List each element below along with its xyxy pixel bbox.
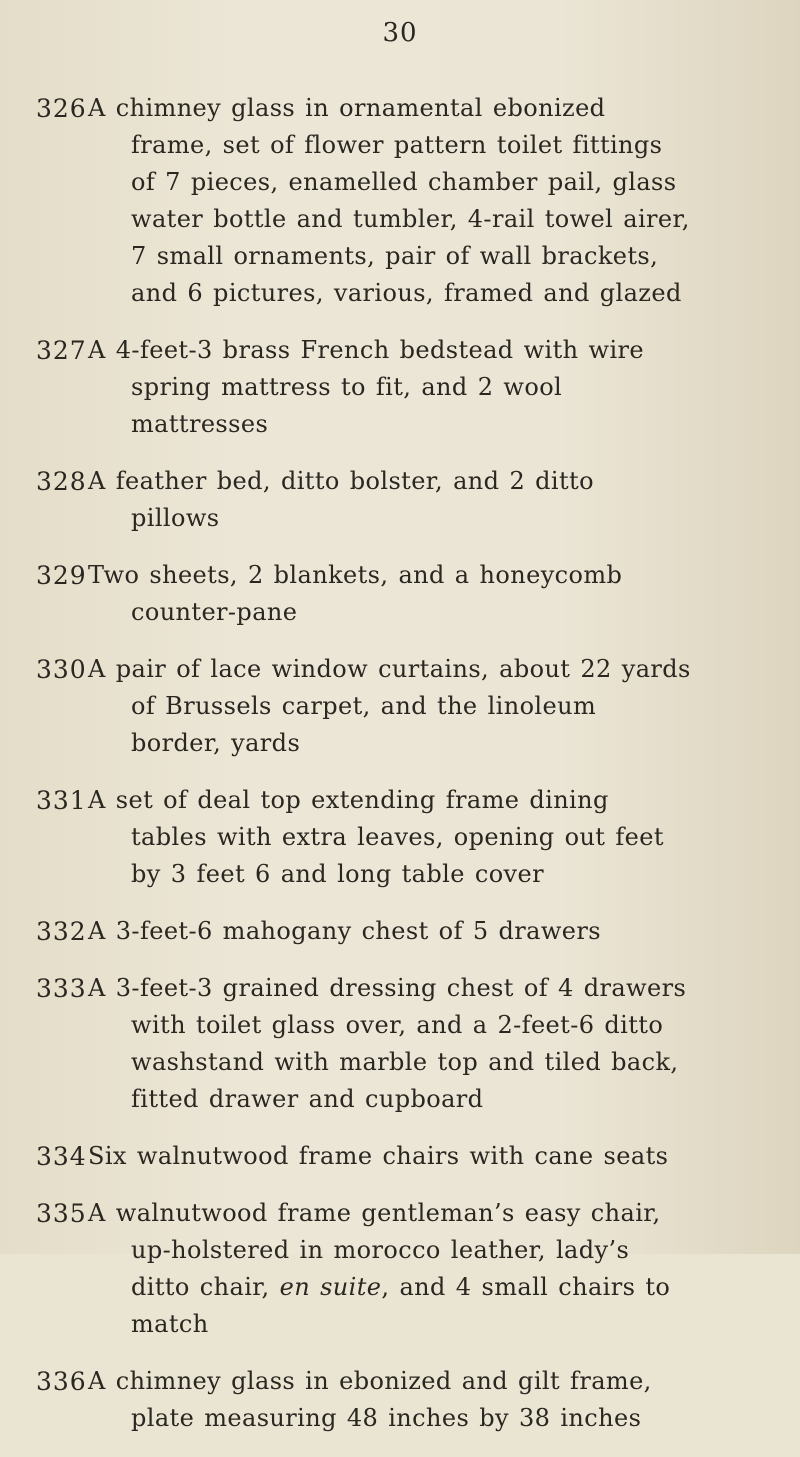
lot-number: 329 bbox=[36, 561, 87, 590]
lot-description: A set of deal top extending frame dining tables with extra leaves, opening out feet by 3 feet 6 and long table cover bbox=[88, 786, 664, 888]
lot-number: 326 bbox=[36, 94, 87, 123]
lot-number: 331 bbox=[36, 786, 87, 815]
lot-item bbox=[0, 1195, 800, 1343]
lot-item bbox=[0, 1138, 800, 1175]
lot-description: A chimney glass in ornamental ebonized frame, set of flower pattern toilet fittings of 7 pieces, enamelled chamber pail, glass water bottle and tumbler, 4-rail towel airer, 7 small ornaments, pair of wall brackets, and 6 pictures, various, framed and glazed bbox=[88, 94, 690, 307]
lot-number: 328 bbox=[36, 467, 87, 496]
lot-number: 334 bbox=[36, 1142, 87, 1171]
lot-number: 327 bbox=[36, 336, 87, 365]
lot-item bbox=[0, 1363, 800, 1437]
lot-description: Two sheets, 2 blankets, and a honeycomb counter-pane bbox=[88, 561, 623, 626]
lot-description: A pair of lace window curtains, about 22 yards of Brussels carpet, and the linoleum border, yards bbox=[88, 655, 691, 757]
lot-item bbox=[0, 90, 800, 312]
lot-item bbox=[0, 651, 800, 762]
lot-item bbox=[0, 332, 800, 443]
lot-item bbox=[0, 970, 800, 1118]
lot-description: A 3-feet-6 mahogany chest of 5 drawers bbox=[88, 917, 602, 945]
lot-description: A feather bed, ditto bolster, and 2 ditto pillows bbox=[88, 467, 594, 532]
lot-item bbox=[0, 782, 800, 893]
lot-description: A 4-feet-3 brass French bedstead with wire spring mattress to fit, and 2 wool mattresses bbox=[88, 336, 645, 438]
lot-number: 330 bbox=[36, 655, 87, 684]
lot-number: 336 bbox=[36, 1367, 87, 1396]
lot-item bbox=[0, 463, 800, 537]
lot-number: 332 bbox=[36, 917, 87, 946]
lot-list bbox=[0, 90, 800, 1457]
page-number: 30 bbox=[382, 18, 418, 48]
lot-item bbox=[0, 913, 800, 950]
lot-number: 333 bbox=[36, 974, 87, 1003]
lot-item bbox=[0, 557, 800, 631]
lot-description: Six walnutwood frame chairs with cane seats bbox=[88, 1142, 669, 1170]
lot-description: A walnutwood frame gentleman’s easy chair, up-holstered in morocco leather, lady’s ditto chair, en suite, and 4 small chairs to match bbox=[88, 1199, 671, 1338]
lot-description: A chimney glass in ebonized and gilt frame, plate measuring 48 inches by 38 inches bbox=[88, 1367, 652, 1432]
lot-number: 335 bbox=[36, 1199, 87, 1228]
lot-description: A 3-feet-3 grained dressing chest of 4 drawers with toilet glass over, and a 2-feet-6 ditto washstand with marble top and tiled back, fitted drawer and cupboard bbox=[88, 974, 687, 1113]
